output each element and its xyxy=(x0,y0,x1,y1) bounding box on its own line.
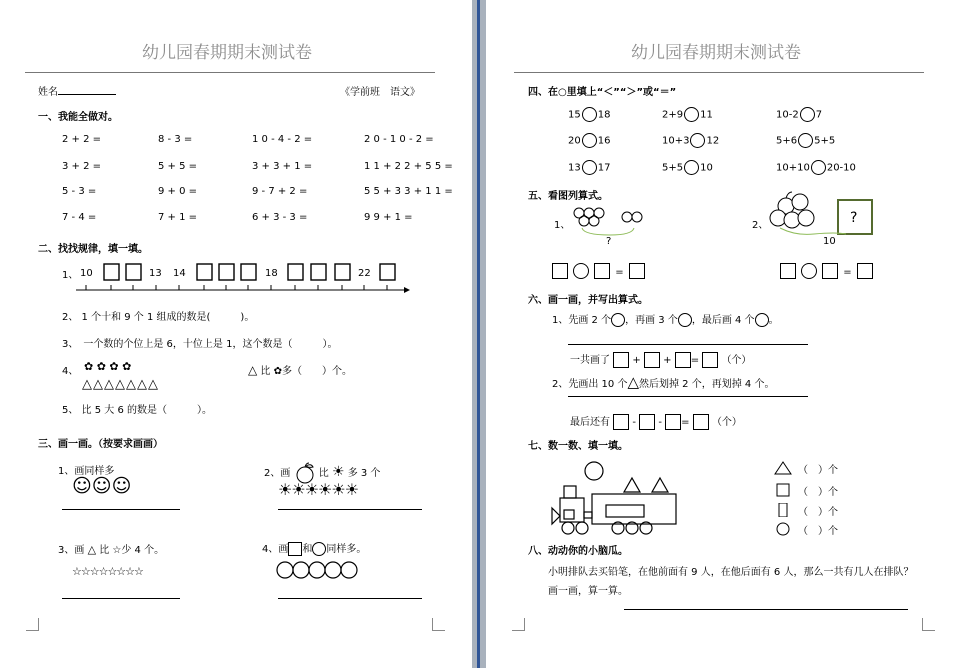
draw-count-q1-d: 。 xyxy=(768,315,779,326)
question-2: 2、 1 个十和 9 个 1 组成的数是( )。 xyxy=(62,312,255,323)
arithmetic-problem: 5 5 + 3 3 + 1 1 = xyxy=(364,186,453,197)
arithmetic-problem: 1 1 + 2 2 + 5 5 = xyxy=(364,161,453,172)
compare-item xyxy=(662,107,713,122)
count-blank: （ ）个 xyxy=(798,526,838,537)
compare-left: 10+10 xyxy=(776,162,810,174)
flower-row: ✿ ✿ ✿ ✿ xyxy=(84,360,132,373)
operator-circle[interactable] xyxy=(801,263,817,279)
title-rule xyxy=(25,72,435,73)
count-row xyxy=(774,461,838,478)
compare-circle[interactable] xyxy=(684,107,699,122)
q4-text-a: 比 xyxy=(260,366,271,377)
draw-q4-a: 4、画 xyxy=(262,544,289,555)
arithmetic-problem: 6 + 3 - 3 = xyxy=(252,212,308,223)
answer-box[interactable] xyxy=(639,414,655,430)
draw-count-q2 xyxy=(552,373,774,391)
circle-icon xyxy=(755,313,769,327)
draw-count-q2-b: 然后划掉 2 个，再划掉 4 个。 xyxy=(639,379,775,390)
compare-circle[interactable] xyxy=(582,133,597,148)
compare-circle[interactable] xyxy=(684,160,699,175)
answer-box[interactable] xyxy=(644,352,660,368)
answer-line[interactable] xyxy=(568,396,808,397)
arithmetic-problem: 3 + 3 + 1 = xyxy=(252,161,313,172)
name-label: 姓名 xyxy=(38,87,58,98)
section-2-title: 二、找找规律，填一填。 xyxy=(38,244,148,255)
arithmetic-problem: 7 - 4 = xyxy=(62,212,97,223)
draw-count-q1-a: 1、先画 2 个 xyxy=(552,315,612,326)
circle-icon xyxy=(774,522,792,536)
number-line-label: 14 xyxy=(173,268,186,279)
answer-box[interactable] xyxy=(629,263,645,279)
page-title: 幼儿园春期期末测试卷 xyxy=(142,43,312,63)
compare-circle[interactable] xyxy=(811,160,826,175)
arithmetic-problem: 5 - 3 = xyxy=(62,186,97,197)
number-line-label: 22 xyxy=(358,268,371,279)
total-label: 10 xyxy=(823,236,836,247)
name-field[interactable] xyxy=(38,83,116,98)
compare-item xyxy=(662,133,719,148)
draw-q2-b: 比 xyxy=(318,468,329,479)
compare-right: 17 xyxy=(597,162,611,174)
compare-item xyxy=(776,107,822,122)
count-row xyxy=(774,483,838,500)
question-4-text xyxy=(248,362,352,377)
compare-item xyxy=(776,160,856,175)
equals-sign: = xyxy=(843,267,852,278)
triangle-icon xyxy=(774,461,792,475)
q4-text-b: 多（ ）个。 xyxy=(282,366,352,377)
circle-icon xyxy=(312,542,326,556)
unit-label: （个） xyxy=(721,355,752,366)
compare-right: 18 xyxy=(597,109,611,121)
draw-count-q2-a: 2、先画出 10 个 xyxy=(552,379,628,390)
compare-left: 10-2 xyxy=(776,109,799,121)
count-blank: （ ）个 xyxy=(798,487,838,498)
answer-box[interactable] xyxy=(702,352,718,368)
number-line-label: 18 xyxy=(265,268,278,279)
draw-q3-c: 少 4 个。 xyxy=(121,545,165,556)
section-7-title: 七、数一数、填一填。 xyxy=(528,441,628,452)
section-3-title: 三、画一画。（按要求画画） xyxy=(38,439,163,450)
compare-left: 5+5 xyxy=(662,162,684,174)
circle-row xyxy=(276,560,358,580)
compare-circle[interactable] xyxy=(582,160,597,175)
remain-equation: 最后还有 - - = （个） xyxy=(570,413,742,430)
compare-right: 12 xyxy=(706,135,720,147)
triangle-row: △△△△△△△ xyxy=(82,377,159,392)
compare-item xyxy=(568,160,610,175)
rectangle-icon xyxy=(774,503,792,517)
question-mark: ? xyxy=(850,210,858,226)
arithmetic-problem: 8 - 3 = xyxy=(158,134,193,145)
draw-q3-a: 3、画 xyxy=(58,545,85,556)
number-line xyxy=(76,258,411,296)
q-label: 2、 xyxy=(752,220,769,231)
answer-box[interactable] xyxy=(693,414,709,430)
draw-q4-b: 和 xyxy=(302,544,313,555)
answer-box[interactable] xyxy=(613,414,629,430)
number-line-label: 13 xyxy=(149,268,162,279)
smiley-row: ☺☺☺ xyxy=(72,475,132,497)
section-4-title: 四、在○里填上“＜”“＞”或“＝” xyxy=(528,87,677,98)
q-label: 1、 xyxy=(554,220,571,231)
square-icon xyxy=(288,542,302,556)
compare-right: 5+5 xyxy=(814,135,836,147)
compare-item xyxy=(568,107,610,122)
section-6-title: 六、画一画，并写出算式。 xyxy=(528,295,648,306)
number-line-label: 10 xyxy=(80,268,93,279)
question-5: 5、 比 5 大 6 的数是（ ）。 xyxy=(62,405,212,416)
compare-circle[interactable] xyxy=(800,107,815,122)
count-row xyxy=(774,522,838,539)
section-8-title: 八、动动你的小脑瓜。 xyxy=(528,546,628,557)
draw-count-q1 xyxy=(552,311,779,327)
q-label: 1、 xyxy=(62,270,79,281)
sum-label: 一共画了 xyxy=(570,355,610,366)
draw-q4 xyxy=(262,540,366,556)
compare-left: 20 xyxy=(568,135,581,147)
section-5-title: 五、看图列算式。 xyxy=(528,191,608,202)
arithmetic-problem: 3 + 2 = xyxy=(62,161,102,172)
equation-boxes-2[interactable] xyxy=(780,260,873,279)
equation-boxes-1[interactable] xyxy=(552,260,645,279)
equals-sign: = xyxy=(615,267,624,278)
answer-box[interactable] xyxy=(665,414,681,430)
compare-left: 10+3 xyxy=(662,135,690,147)
q-label: 4、 xyxy=(62,366,79,377)
arithmetic-problem: 7 + 1 = xyxy=(158,212,198,223)
word-problem: 小明排队去买铅笔，在他前面有 9 人，在他后面有 6 人，那么一共有几人在排队？ xyxy=(548,567,914,578)
compare-left: 5+6 xyxy=(776,135,798,147)
answer-box[interactable] xyxy=(780,263,796,279)
class-label: 《学前班 语文》 xyxy=(340,87,420,98)
right-page xyxy=(486,0,961,668)
draw-q4-c: 同样多。 xyxy=(326,544,367,555)
answer-line[interactable] xyxy=(624,609,908,610)
arithmetic-problem: 1 0 - 4 - 2 = xyxy=(252,134,313,145)
draw-count-q1-c: ，最后画 4 个 xyxy=(691,315,755,326)
compare-item xyxy=(568,133,610,148)
count-blank: （ ）个 xyxy=(798,507,838,518)
triangle-icon: △ xyxy=(87,543,97,556)
margin-mark xyxy=(922,618,935,631)
left-page xyxy=(0,0,472,668)
answer-line[interactable] xyxy=(62,598,180,599)
answer-box[interactable] xyxy=(857,263,873,279)
draw-q1: 1、画同样多 xyxy=(58,466,115,477)
operator-circle[interactable] xyxy=(573,263,589,279)
margin-mark xyxy=(512,618,525,631)
compare-circle[interactable] xyxy=(690,133,705,148)
margin-mark xyxy=(26,618,39,631)
draw-q3 xyxy=(58,541,164,556)
answer-line[interactable] xyxy=(278,598,422,599)
unit-label: （个） xyxy=(711,417,742,428)
sun-icon: ☀ xyxy=(331,464,345,480)
triangle-icon: △ xyxy=(248,363,258,377)
arithmetic-problem: 5 + 5 = xyxy=(158,161,198,172)
arithmetic-problem: 2 0 - 1 0 - 2 = xyxy=(364,134,434,145)
answer-box[interactable] xyxy=(613,352,629,368)
remain-label: 最后还有 xyxy=(570,417,610,428)
title-rule xyxy=(514,72,924,73)
compare-left: 15 xyxy=(568,109,581,121)
compare-right: 16 xyxy=(597,135,611,147)
page-title: 幼儿园春期期末测试卷 xyxy=(631,43,801,63)
draw-q2-c: 多 3 个 xyxy=(347,468,381,479)
triangle-icon: △ xyxy=(627,373,639,391)
arithmetic-problem: 9 + 0 = xyxy=(158,186,198,197)
compare-item xyxy=(662,160,713,175)
flower-icon: ✿ xyxy=(273,366,282,377)
compare-circle[interactable] xyxy=(798,133,813,148)
word-problem-hint: 画一画，算一算。 xyxy=(548,586,628,597)
star-row: ☆☆☆☆☆☆☆☆ xyxy=(72,565,143,578)
margin-mark xyxy=(432,618,445,631)
answer-box[interactable] xyxy=(675,352,691,368)
compare-right: 7 xyxy=(815,109,823,121)
compare-left: 2+9 xyxy=(662,109,684,121)
answer-line[interactable] xyxy=(278,509,422,510)
question-mark: ? xyxy=(606,236,612,247)
arithmetic-problem: 9 - 7 + 2 = xyxy=(252,186,308,197)
draw-q3-b: 比 xyxy=(99,545,110,556)
count-blank: （ ）个 xyxy=(798,465,838,476)
circle-icon xyxy=(678,313,692,327)
answer-line[interactable] xyxy=(62,509,180,510)
draw-q2-a: 2、画 xyxy=(264,468,291,479)
draw-count-q1-b: ，再画 3 个 xyxy=(625,315,678,326)
square-icon xyxy=(774,483,792,497)
arithmetic-problem: 9 9 + 1 = xyxy=(364,212,413,223)
count-row xyxy=(774,503,838,520)
page-gutter xyxy=(472,0,486,668)
apples-picture xyxy=(766,188,876,252)
sum-equation: 一共画了 + + = （个） xyxy=(570,351,751,368)
arithmetic-problem: 2 + 2 = xyxy=(62,134,102,145)
answer-box[interactable] xyxy=(822,263,838,279)
question-3: 3、 一个数的个位上是 6，十位上是 1，这个数是（ ）。 xyxy=(62,339,338,350)
circle-icon xyxy=(611,313,625,327)
compare-right: 11 xyxy=(700,109,713,121)
compare-left: 13 xyxy=(568,162,581,174)
compare-item xyxy=(776,133,835,148)
section-1-title: 一、我能全做对。 xyxy=(38,112,118,123)
compare-right: 20-10 xyxy=(826,162,856,174)
star-icon: ☆ xyxy=(112,545,122,556)
sun-row: ☀☀☀☀☀☀ xyxy=(278,480,359,499)
answer-line[interactable] xyxy=(568,344,808,345)
train-picture xyxy=(548,460,678,540)
compare-right: 10 xyxy=(700,162,713,174)
answer-box[interactable] xyxy=(594,263,610,279)
answer-box[interactable] xyxy=(552,263,568,279)
compare-circle[interactable] xyxy=(582,107,597,122)
